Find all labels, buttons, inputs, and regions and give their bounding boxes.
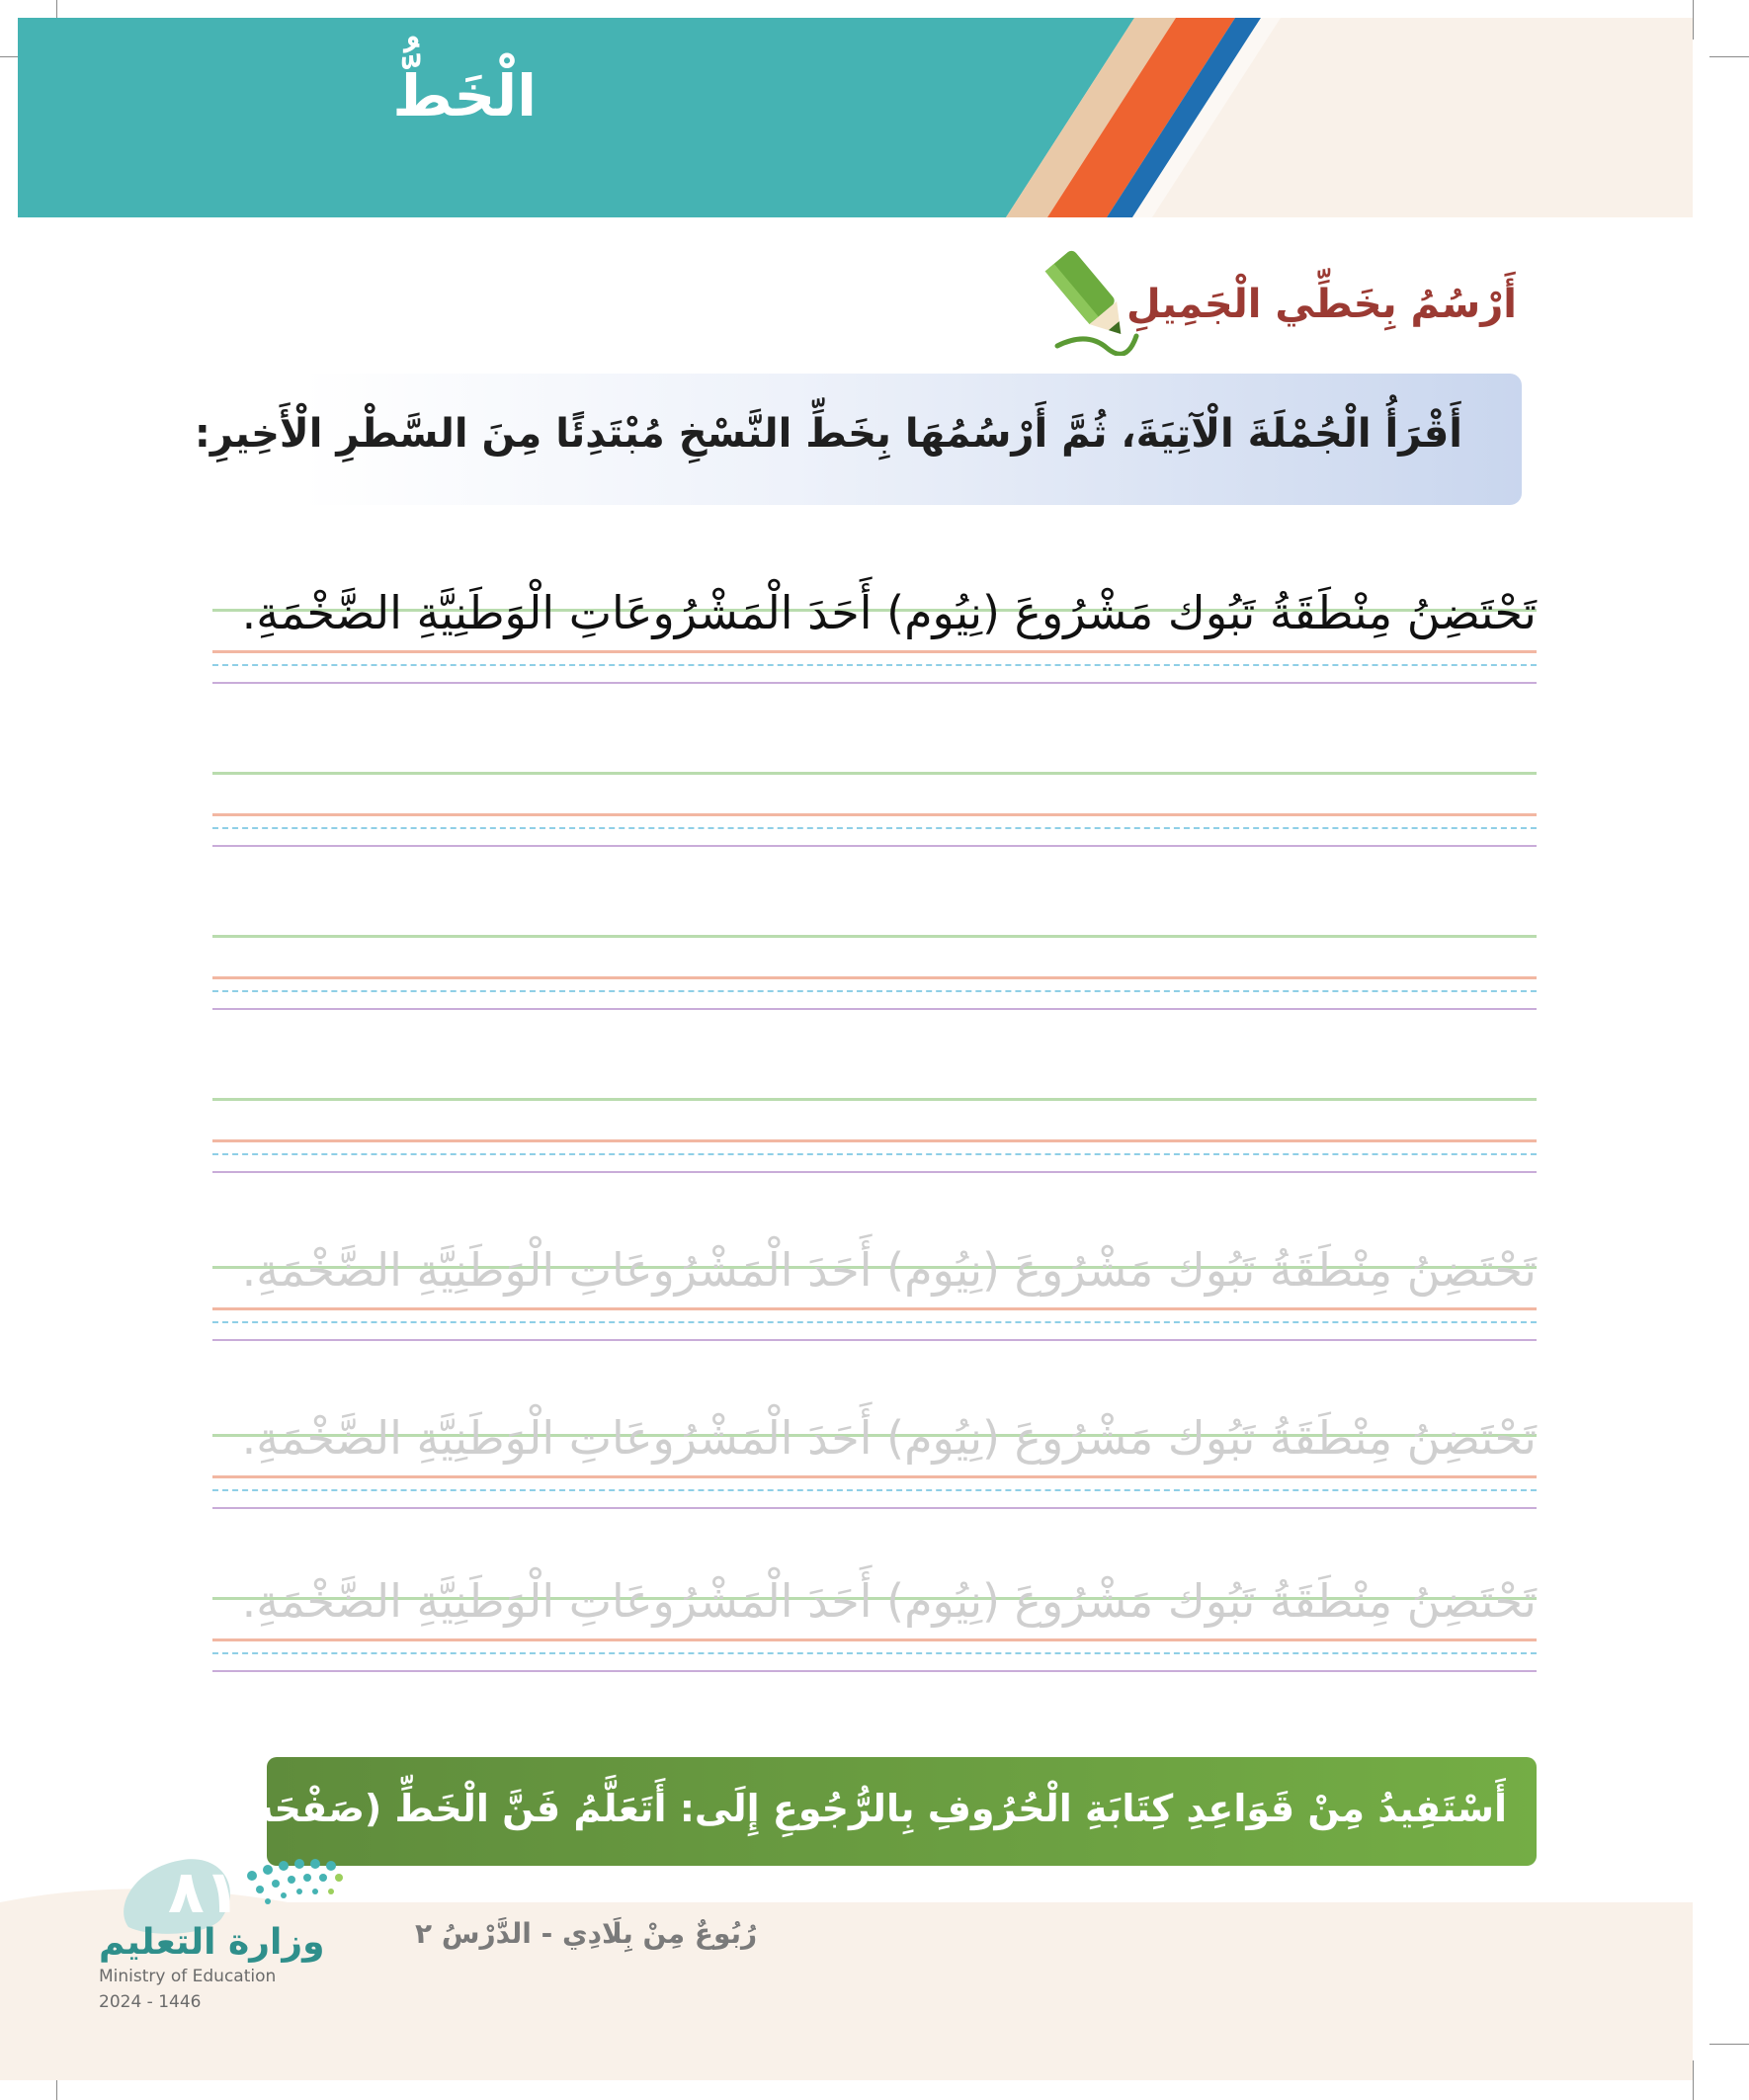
lesson-label: رُبُوعٌ مِنْ بِلَادِي - الدَّرْسُ ٢	[415, 1917, 758, 1950]
crop-mark	[1693, 2060, 1694, 2100]
guide-line	[212, 1139, 1537, 1142]
trace-row[interactable]	[212, 1561, 1537, 1670]
guide-line	[212, 1098, 1537, 1101]
blank-writing-row[interactable]	[212, 1062, 1537, 1171]
pencil-icon	[1038, 237, 1146, 356]
writing-practice-area	[212, 573, 1537, 1710]
tip-box	[175, 1757, 1537, 1866]
trace-sentence: تَحْتَضِنُ مِنْطَقَةُ تَبُوك مَشْرُوعَ (نِيُوم) أَحَدَ الْمَشْرُوعَاتِ الْوَطَنِيَّةِ الضَّخْمَةِ.	[241, 1243, 1537, 1297]
guide-line	[212, 664, 1537, 666]
page-header	[18, 18, 1693, 217]
guide-line	[212, 682, 1537, 684]
guide-line	[212, 1339, 1537, 1341]
guide-line	[212, 990, 1537, 992]
guide-line	[212, 1670, 1537, 1672]
trace-row[interactable]	[212, 1398, 1537, 1507]
guide-line	[212, 1171, 1537, 1173]
tip-text: أَسْتَفِيدُ مِنْ قَوَاعِدِ كِتَابَةِ الْحُرُوفِ بِالرُّجُوعِ إِلَى: أَتَعَلَّمُ فَنَّ الْخَطِّ (صَفْحَة ١٢)	[175, 1787, 1507, 1830]
crop-mark	[1709, 2044, 1749, 2045]
guide-line	[212, 1008, 1537, 1010]
page-number: ٨١	[168, 1858, 241, 1927]
ministry-name-en: Ministry of Education	[99, 1967, 277, 1986]
guide-line	[212, 1652, 1537, 1654]
guide-line	[212, 827, 1537, 829]
page-title: الْخَطُّ	[392, 62, 537, 129]
ministry-name-ar: وزارة التعليم	[99, 1922, 325, 1963]
blank-writing-row[interactable]	[212, 736, 1537, 845]
ministry-year: 2024 - 1446	[99, 1992, 202, 2012]
model-sentence: تَحْتَضِنُ مِنْطَقَةُ تَبُوك مَشْرُوعَ (نِيُوم) أَحَدَ الْمَشْرُوعَاتِ الْوَطَنِيَّةِ الضَّخْمَةِ.	[241, 586, 1537, 639]
guide-line	[212, 976, 1537, 979]
header-stripes	[18, 18, 1693, 217]
crop-mark	[1693, 0, 1694, 40]
trace-sentence: تَحْتَضِنُ مِنْطَقَةُ تَبُوك مَشْرُوعَ (نِيُوم) أَحَدَ الْمَشْرُوعَاتِ الْوَطَنِيَّةِ الضَّخْمَةِ.	[241, 1411, 1537, 1465]
blank-writing-row[interactable]	[212, 899, 1537, 1008]
instruction-box	[194, 374, 1522, 505]
guide-line	[212, 813, 1537, 816]
guide-line	[212, 935, 1537, 938]
guide-line	[212, 1153, 1537, 1155]
section-heading: أَرْسُمُ بِخَطِّي الْجَمِيلِ	[1126, 282, 1517, 327]
trace-sentence: تَحْتَضِنُ مِنْطَقَةُ تَبُوك مَشْرُوعَ (نِيُوم) أَحَدَ الْمَشْرُوعَاتِ الْوَطَنِيَّةِ الضَّخْمَةِ.	[241, 1574, 1537, 1628]
guide-line	[212, 1507, 1537, 1509]
guide-line	[212, 845, 1537, 847]
trace-row[interactable]	[212, 1230, 1537, 1339]
guide-line	[212, 772, 1537, 775]
guide-line	[212, 1321, 1537, 1323]
model-row	[212, 573, 1537, 682]
crop-mark	[1709, 56, 1749, 57]
guide-line	[212, 1489, 1537, 1491]
instruction-text: أَقْرَأُ الْجُمْلَةَ الْآتِيَةَ، ثُمَّ أَرْسُمُهَا بِخَطِّ النَّسْخِ مُبْتَدِئًا مِنَ السَّطْرِ الْأَخِيرِ:	[194, 411, 1462, 457]
